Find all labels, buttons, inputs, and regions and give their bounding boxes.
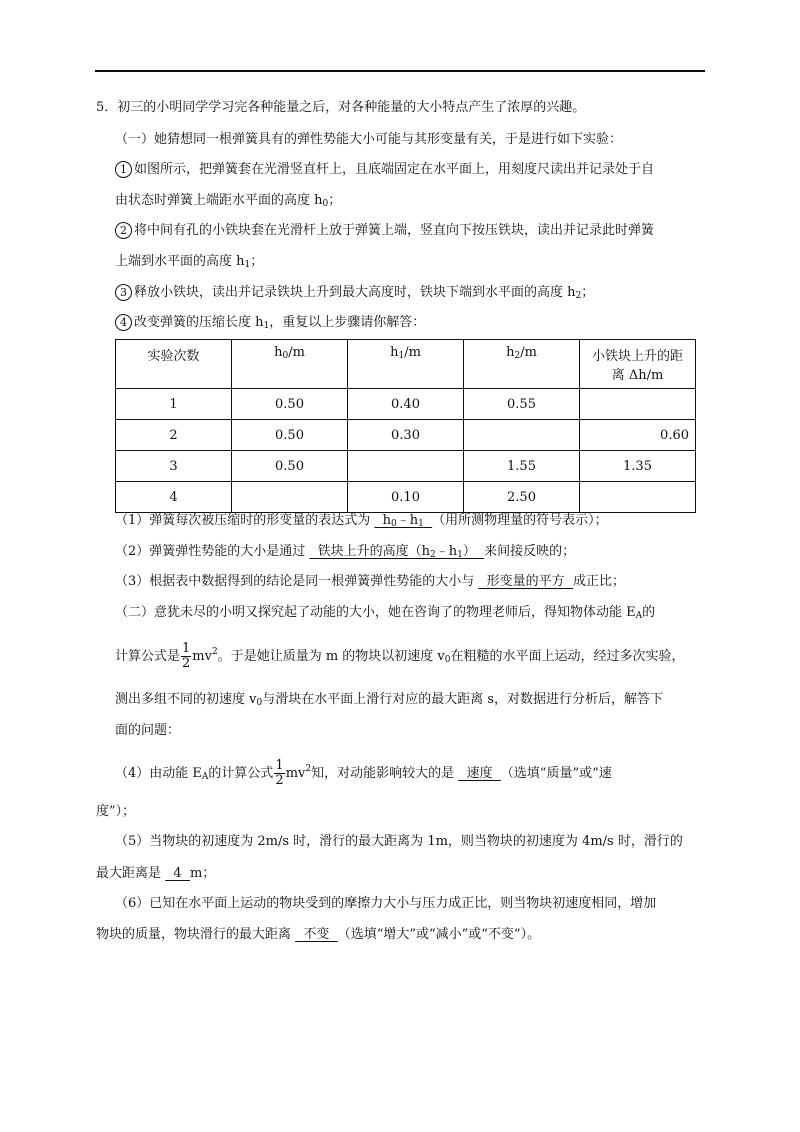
table-cell: 0.50: [232, 389, 348, 420]
step-marker-1: 1: [115, 161, 132, 178]
step1-line2: 由状态时弹簧上端距水平面的高度 $h_0$；: [115, 193, 342, 209]
question-1: （1）弹簧每次被压缩时的形变量的表达式为 $h_0﹣h_1$ （用所测物理量的符号表示）；: [115, 513, 608, 529]
step2-line1: 2 将中间有孔的小铁块套在光滑杆上放于弹簧上端，竖直向下按压铁块，读出并记录此时弹簧: [115, 219, 654, 239]
question-6-cont: 物块的质量，物块滑行的最大距离 不变 （选填“增大”或“减小”或“不变”）。: [96, 927, 541, 942]
table-cell: 0.30: [348, 420, 464, 451]
answer-2: 铁块上升的高度$(h_2﹣h_1)$: [309, 544, 485, 560]
table-cell: 1: [116, 389, 232, 420]
fraction-half-2: $\frac{1}{2}$: [275, 758, 284, 788]
table-cell: [464, 420, 580, 451]
table-cell: 0.60: [580, 420, 696, 451]
table-row: [116, 482, 696, 513]
step-marker-2: 2: [115, 222, 132, 239]
table-cell: 1.55: [464, 451, 580, 482]
step4-line: 4 改变弹簧的压缩长度 $h_1$，重复以上步骤请你解答：: [115, 311, 425, 331]
question-4: （4）由动能 $E_A$的计算公式 $\frac{1}{2}$ $mv^2$知，对动能影响较大的是 速度 （选填“质量”或“速: [115, 758, 612, 788]
question-3: （3）根据表中数据得到的结论是同一根弹簧弹性势能的大小与 形变量的平方 成正比；: [115, 574, 625, 589]
question-5-cont: 最大距离是 4 m；: [96, 866, 216, 881]
question-2: （2）弹簧弹性势能的大小是通过 铁块上升的高度$(h_2﹣h_1)$ 来间接反映的；: [115, 544, 576, 560]
step-marker-3: 3: [115, 284, 132, 301]
answer-1: $h_0﹣h_1$: [374, 513, 424, 529]
part2-line1: （二）意犹未尽的小明又探究起了动能的大小，她在咨询了的物理老师后，得知物体动能 $E_A$的: [115, 605, 656, 621]
header-h0: $h_0/m$: [232, 340, 348, 389]
answer-6: 不变: [303, 927, 330, 942]
question-5: （5）当物块的初速度为 2m/s 时，滑行的最大距离为 1m，则当物块的初速度为 4m/s 时，滑行的: [115, 834, 683, 849]
table-cell: 1.35: [580, 451, 696, 482]
part2-line4: 面的问题：: [115, 723, 181, 738]
answer-5: 4: [173, 866, 182, 881]
step3-line: 3 释放小铁块，读出并记录铁块上升到最大高度时，铁块下端到水平面的高度 $h_2$；: [115, 281, 594, 301]
table-cell: [348, 451, 464, 482]
table-cell: 4: [116, 482, 232, 513]
table-cell: [580, 389, 696, 420]
table-cell: 0.50: [232, 420, 348, 451]
answer-4: 速度: [466, 766, 493, 781]
table-cell: [232, 482, 348, 513]
table-cell: 0.55: [464, 389, 580, 420]
header-h1: $h_1/m$: [348, 340, 464, 389]
table-row: [116, 451, 696, 482]
table-row: [116, 389, 696, 420]
fraction-half: $\frac{1}{2}$: [182, 641, 191, 671]
answer-3: 形变量的平方: [486, 574, 565, 589]
step-marker-4: 4: [115, 314, 132, 331]
header-rule: [95, 70, 705, 72]
question-4-cont: 度”）；: [96, 804, 136, 819]
part1-intro: （一）她猜想同一根弹簧具有的弹性势能大小可能与其形变量有关，于是进行如下实验：: [115, 132, 623, 147]
part2-line2: 计算公式是 $\frac{1}{2}$ $mv^2$。于是她让质量为 m 的物块以初速度 $v_0$在粗糙的水平面上运动，经过多次实验，: [115, 641, 685, 671]
step1-line1: 1 如图所示，把弹簧套在光滑竖直杆上，且底端固定在水平面上，用刻度尺读出并记录处于自: [115, 158, 654, 178]
table-cell: 0.40: [348, 389, 464, 420]
header-h2: $h_2/m$: [464, 340, 580, 389]
table-header-row: [116, 340, 696, 389]
table-cell: 2: [116, 420, 232, 451]
question-6: （6）已知在水平面上运动的物块受到的摩擦力大小与压力成正比，则当物块初速度相同，增加: [115, 896, 657, 911]
table-cell: 0.10: [348, 482, 464, 513]
table-cell: [580, 482, 696, 513]
header-trial: 实验次数: [116, 340, 232, 389]
table-row: [116, 420, 696, 451]
table-cell: 0.50: [232, 451, 348, 482]
header-delta-h: 小铁块上升的距 离 Δh/m: [580, 340, 696, 389]
table-cell: 3: [116, 451, 232, 482]
part2-line3: 测出多组不同的初速度 $v_0$与滑块在水平面上滑行对应的最大距离 s，对数据进行分析后，解答下: [115, 692, 664, 708]
table-cell: 2.50: [464, 482, 580, 513]
question-intro: 5．初三的小明同学学习完各种能量之后，对各种能量的大小特点产生了浓厚的兴趣。: [96, 100, 586, 115]
step2-line2: 上端到水平面的高度 $h_1$；: [115, 254, 264, 270]
experiment-table: [115, 339, 696, 513]
